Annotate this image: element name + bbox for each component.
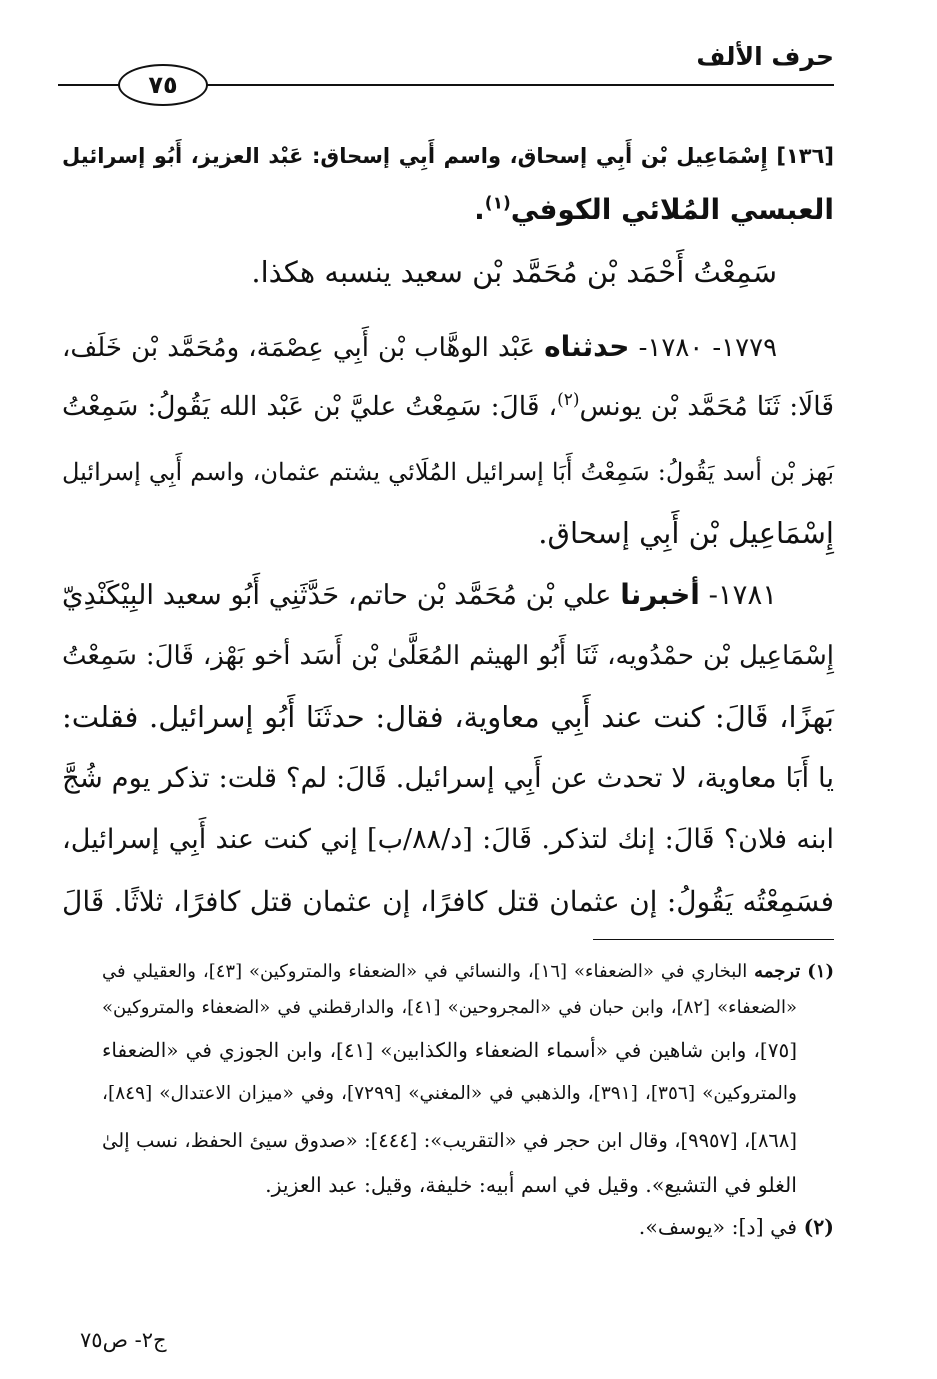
- narration-number: ١٧٨١-: [708, 579, 777, 611]
- footnote-1-line1: [102, 957, 834, 987]
- narration-1781-line6: فسَمِعْتُه يَقُولُ: إن عثمان قتل كافرًا، إن عثمان قتل كافرًا، ثلاثًا. قَالَ: [62, 885, 834, 918]
- narration-1781-line1: [62, 575, 777, 615]
- footnote-text: البخاري في «الضعفاء» [١٦]، والنسائي في «الضعفاء والمتروكين» [٤٣]، والعقيلي في: [102, 961, 748, 982]
- footnote-1-line4: والمتروكين» [٣٥٦]، [٣٩١]، والذهبي في «المغني» [٧٢٩٩]، وفي «ميزان الاعتدال» [٨٤٩]،: [102, 1083, 797, 1104]
- footnote-1-line2: «الضعفاء» [٨٢]، وابن حبان في «المجروحين» [٤١]، والدارقطني في «الضعفاء والمتروكين»: [102, 997, 797, 1018]
- footnote-2: [102, 1212, 834, 1242]
- narration-1779-line1: [62, 327, 777, 368]
- narration-text: ، قَالَ: سَمِعْتُ عليَّ بْن عَبْد الله يَقُولُ: سَمِعْتُ: [62, 391, 558, 422]
- footnote-text: في [د]: «يوسف».: [638, 1215, 798, 1239]
- entry-heading-name: العبسي المُلائي الكوفي: [510, 193, 834, 226]
- narration-text: قَالَا: ثَنَا مُحَمَّد بْن يونس: [579, 391, 834, 422]
- footnote-number: (٢): [803, 1215, 834, 1239]
- footnote-1-line6: الغلو في التشيع». وقيل في اسم أبيه: خليفة، وقيل: عبد العزيز.: [265, 1173, 797, 1197]
- narration-text: علي بْن مُحَمَّد بْن حاتم، حَدَّثَنِي أَبُو سعيد البِيْكَنْدِيّ: [61, 579, 612, 611]
- narration-1779-line2: [62, 387, 834, 427]
- narration-1779-line4: إِسْمَاعِيل بْن أَبِي إسحاق.: [538, 516, 834, 550]
- footnote-number: (١): [807, 961, 834, 982]
- footnote-1-line5: [٨٦٨]، [٩٩٥٧]، وقال ابن حجر في «التقريب»: [٤٤٤]: «صدوق سيئ الحفظ، نسب إلىٰ: [102, 1129, 797, 1152]
- volume-page-reference: ج٢- ص٧٥: [80, 1328, 167, 1352]
- page-number: ٧٥: [118, 64, 208, 106]
- footnote-marker-1: (١): [484, 193, 511, 214]
- narration-text: عَبْد الوهَّاب بْن أَبِي عِصْمَة، ومُحَمَّد بْن خَلَف،: [62, 333, 536, 363]
- narration-1779-line3: بَهز بْن أسد يَقُولُ: سَمِعْتُ أَبَا إسرائيل المُلَائي يشتم عثمان، واسم أَبِي إسرائيل: [62, 458, 834, 486]
- narration-1781-line4: يا أَبَا معاوية، لا تحدث عن أَبِي إسرائيل. قَالَ: لم؟ قلت: تذكر يوم شُجَّ: [62, 762, 835, 794]
- entry-heading-end: .: [474, 193, 485, 226]
- entry-heading-line1: [١٣٦] إِسْمَاعِيل بْن أَبِي إسحاق، واسم أَبِي إسحاق: عَبْد العزيز، أَبُو إسرائيل: [62, 144, 834, 168]
- footnote-keyword: ترجمه: [754, 961, 801, 982]
- narration-verb: أخبرنا: [620, 578, 700, 611]
- entry-heading-line2: [62, 190, 834, 230]
- narration-1781-line5: ابنه فلان؟ قَالَ: إنك لتذكر. قَالَ: [د/٨٨/ب] إني كنت عند أَبِي إسرائيل،: [62, 824, 835, 855]
- narration-1781-line3: بَهزًا، قَالَ: كنت عند أَبِي معاوية، فقال: حدثَنَا أَبُو إسرائيل. فقلت:: [62, 700, 834, 734]
- intro-sentence: سَمِعْتُ أَحْمَد بْن مُحَمَّد بْن سعيد ينسبه هكذا.: [251, 255, 777, 289]
- narration-verb: حدثناه: [544, 330, 630, 363]
- footnote-marker-2: (٢): [557, 390, 580, 411]
- footnote-1-line3: [٧٥]، وابن شاهين في «أسماء الضعفاء والكذابين» [٤١]، وابن الجوزي في «الضعفاء: [102, 1038, 798, 1062]
- footnote-rule: [593, 939, 834, 940]
- narration-number: ١٧٧٩- ١٧٨٠-: [638, 333, 778, 363]
- running-head: حرف الألف: [696, 42, 834, 71]
- narration-1781-line2: إِسْمَاعِيل بْن حمْدُويه، ثَنَا أَبُو الهيثم المُعَلَّىٰ بْن أَسَد أخو بَهْز، قَالَ: سَمِعْتُ: [62, 641, 834, 671]
